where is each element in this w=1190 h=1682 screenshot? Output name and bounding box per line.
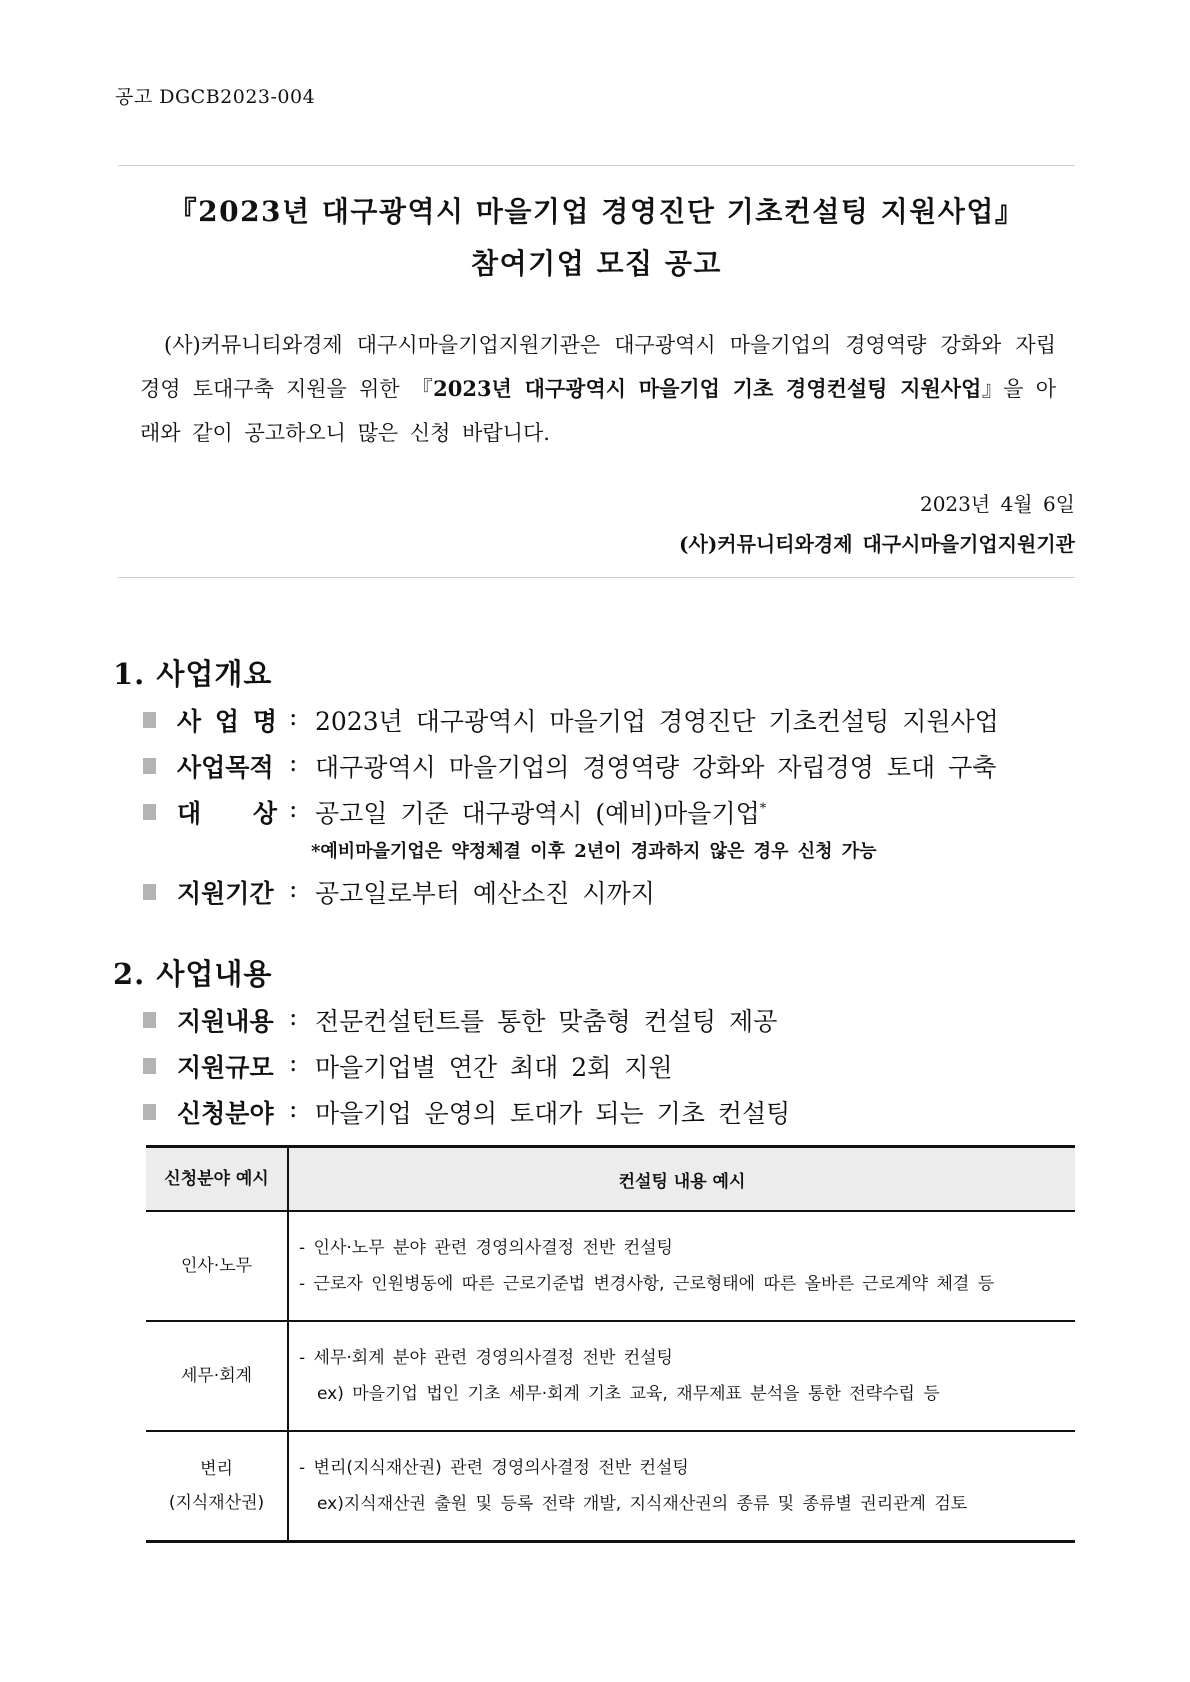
item-label: 사업목적	[177, 753, 274, 782]
column-header-field: 신청분야 예시	[146, 1147, 288, 1212]
target-footnote: *예비마을기업은 약정체결 이후 2년이 경과하지 않은 경우 신청 가능	[311, 841, 877, 862]
program-name: 2023년 대구광역시 마을기업 기초 경영컨설팅 지원사업	[433, 376, 982, 401]
table-row	[146, 1431, 1075, 1541]
item-value: 마을기업 운영의 토대가 되는 기초 컨설팅	[315, 1099, 791, 1128]
square-bullet-icon	[143, 712, 156, 728]
item-label: 지원기간	[177, 879, 274, 908]
item-value: 대구광역시 마을기업의 경영역량 강화와 자립경영 토대 구축	[315, 753, 997, 782]
intro-text-end: 』을 아래와 같이 공고하오니 많은 신청 바랍니다.	[140, 377, 1056, 445]
table-header-row	[146, 1147, 1075, 1212]
table-row	[146, 1211, 1075, 1321]
colon: :	[289, 794, 298, 823]
square-bullet-icon	[143, 1104, 156, 1120]
square-bullet-icon	[143, 884, 156, 900]
document-subtitle: 참여기업 모집 공고	[471, 247, 722, 280]
footnote-mark: *	[759, 801, 767, 817]
announcement-date: 2023년 4월 6일	[919, 492, 1075, 516]
item-label: 지원내용	[177, 1007, 274, 1036]
document-title: 『2023년 대구광역시 마을기업 경영진단 기초컨설팅 지원사업』	[168, 195, 1025, 228]
content-cell: - 세무·회계 분야 관련 경영의사결정 전반 컨설팅 ex) 마을기업 법인 기초 세무·회계 기초 교육, 재무제표 분석을 통한 전략수립 등	[288, 1321, 1075, 1431]
consulting-examples-table	[146, 1145, 1075, 1543]
notice-number: 공고 DGCB2023-004	[115, 86, 316, 108]
intro-paragraph	[140, 323, 1056, 455]
item-label: 대 상	[177, 799, 277, 828]
issuing-organization: (사)커뮤니티와경제 대구시마을기업지원기관	[679, 532, 1075, 556]
colon: :	[289, 1094, 298, 1123]
colon: :	[289, 748, 298, 777]
item-label: 지원규모	[177, 1053, 274, 1082]
section-title-content: 2. 사업내용	[113, 957, 273, 991]
item-label: 사 업 명	[177, 707, 277, 736]
content-cell: - 변리(지식재산권) 관련 경영의사결정 전반 컨설팅 ex)지식재산권 출원 및 등록 전략 개발, 지식재산권의 종류 및 종류별 권리관계 검토	[288, 1431, 1075, 1541]
colon: :	[289, 1002, 298, 1031]
square-bullet-icon	[143, 1058, 156, 1074]
section-title-overview: 1. 사업개요	[113, 657, 273, 691]
divider	[118, 165, 1075, 166]
item-label: 신청분야	[177, 1099, 274, 1128]
colon: :	[289, 874, 298, 903]
item-value: 전문컨설턴트를 통한 맞춤형 컨설팅 제공	[315, 1007, 778, 1036]
square-bullet-icon	[143, 804, 156, 820]
intro-text-start: (사)커뮤니티와경제 대구시마을기업지원기관은 대구광역시 마을기업의 경영역량 강화와 자립경영 토대구축 지원을 위한 『	[140, 333, 1056, 401]
item-value: 마을기업별 연간 최대 2회 지원	[315, 1053, 673, 1082]
item-value: 공고일 기준 대구광역시 (예비)마을기업*	[315, 799, 767, 828]
colon: :	[289, 1048, 298, 1077]
content-cell: - 인사·노무 분야 관련 경영의사결정 전반 컨설팅 - 근로자 인원병동에 따른 근로기준법 변경사항, 근로형태에 따른 올바른 근로계약 체결 등	[288, 1211, 1075, 1321]
item-value: 2023년 대구광역시 마을기업 경영진단 기초컨설팅 지원사업	[315, 707, 999, 736]
square-bullet-icon	[143, 758, 156, 774]
colon: :	[289, 702, 298, 731]
square-bullet-icon	[143, 1012, 156, 1028]
column-header-content: 컨설팅 내용 예시	[288, 1147, 1075, 1212]
item-value: 공고일로부터 예산소진 시까지	[315, 879, 655, 908]
field-cell: 변리 (지식재산권)	[146, 1431, 288, 1541]
divider	[118, 577, 1075, 578]
table-row	[146, 1321, 1075, 1431]
field-cell: 세무·회계	[146, 1321, 288, 1431]
field-cell: 인사·노무	[146, 1211, 288, 1321]
